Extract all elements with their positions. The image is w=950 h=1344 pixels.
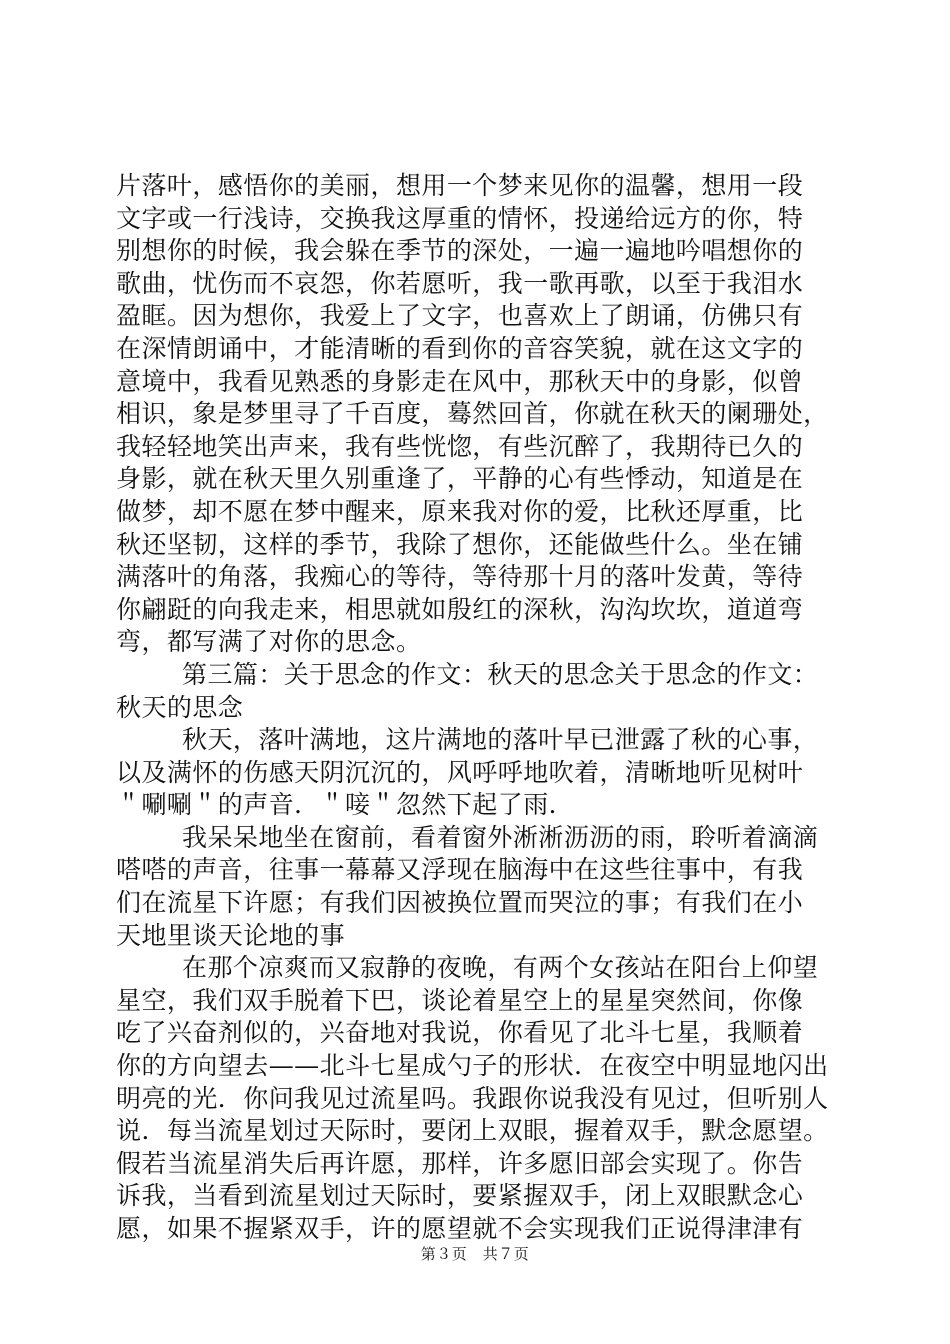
text-line: 以及满怀的伤感天阴沉沉的，风呼呼地吹着，清晰地听见树叶 — [116, 757, 804, 787]
text-line: 说．每当流星划过天际时，要闭上双眼，握着双手，默念愿望。 — [116, 1116, 829, 1146]
text-line: 做梦，却不愿在梦中醒来，原来我对你的爱，比秋还厚重，比 — [116, 496, 804, 526]
text-line: 歌曲，忧伤而不哀怨，你若愿听，我一歌再歌，以至于我泪水 — [116, 268, 804, 298]
text-line: 盈眶。因为想你，我爱上了文字，也喜欢上了朗诵，仿佛只有 — [116, 301, 804, 331]
page-indicator: 第３页 共７页 — [420, 1245, 530, 1263]
text-line: 秋还坚韧，这样的季节，我除了想你，还能做些什么。坐在铺 — [116, 529, 804, 559]
text-line: 天地里谈天论地的事 — [116, 920, 346, 950]
text-line: 诉我，当看到流星划过天际时，要紧握双手，闭上双眼默念心 — [116, 1181, 804, 1211]
text-line: 星空，我们双手脱着下巴，谈论着星空上的星星突然间，你像 — [116, 985, 804, 1015]
text-line: 你翩跹的向我走来，相思就如殷红的深秋，沟沟坎坎，道道弯 — [116, 594, 804, 624]
text-line: 你的方向望去——北斗七星成勺子的形状．在夜空中明显地闪出 — [116, 1051, 829, 1081]
text-line: 身影，就在秋天里久别重逢了，平静的心有些悸动，知道是在 — [116, 464, 804, 494]
text-line: 嗒嗒的声音，往事一幕幕又浮现在脑海中在这些往事中，有我 — [116, 855, 804, 885]
text-line: 意境中，我看见熟悉的身影走在风中，那秋天中的身影，似曾 — [116, 366, 804, 396]
text-line: 弯，都写满了对你的思念。 — [116, 627, 422, 657]
text-line: 们在流星下许愿；有我们因被换位置而哭泣的事；有我们在小 — [116, 888, 804, 918]
text-line: 文字或一行浅诗，交换我这厚重的情怀，投递给远方的你，特 — [116, 203, 804, 233]
text-line: 满落叶的角落，我痴心的等待，等待那十月的落叶发黄，等待 — [116, 562, 804, 592]
text-line: 愿，如果不握紧双手，许的愿望就不会实现我们正说得津津有 — [116, 1214, 804, 1243]
section-heading: 第三篇：关于思念的作文：秋天的思念关于思念的作文： — [182, 659, 819, 689]
paragraph-start: 我呆呆地坐在窗前，看着窗外淅淅沥沥的雨，聆听着滴滴 — [182, 822, 819, 852]
section-heading-continued: 秋天的思念 — [116, 692, 244, 722]
text-line: 相识，象是梦里寻了千百度，蓦然回首，你就在秋天的阑珊处， — [116, 399, 829, 429]
text-line: 明亮的光．你问我见过流星吗。我跟你说我没有见过，但听别人 — [116, 1083, 829, 1113]
document-body — [116, 170, 836, 1246]
text-line: 吃了兴奋剂似的，兴奋地对我说，你看见了北斗七星，我顺着 — [116, 1018, 804, 1048]
text-line: 我轻轻地笑出声来，我有些恍惚，有些沉醉了，我期待已久的 — [116, 431, 804, 461]
text-line: 别想你的时候，我会躲在季节的深处，一遍一遍地吟唱想你的 — [116, 236, 804, 266]
text-line: ＂唰唰＂的声音．＂唼＂忽然下起了雨． — [116, 790, 575, 820]
text-line: 在深情朗诵中，才能清晰的看到你的音容笑貌，就在这文字的 — [116, 333, 804, 363]
text-line: 假若当流星消失后再许愿，那样，许多愿旧部会实现了。你告 — [116, 1148, 804, 1178]
paragraph-start: 秋天，落叶满地，这片满地的落叶早已泄露了秋的心事， — [182, 725, 819, 755]
text-line: 片落叶，感悟你的美丽，想用一个梦来见你的温馨，想用一段 — [116, 171, 804, 200]
paragraph-start: 在那个凉爽而又寂静的夜晚，有两个女孩站在阳台上仰望 — [182, 953, 819, 983]
